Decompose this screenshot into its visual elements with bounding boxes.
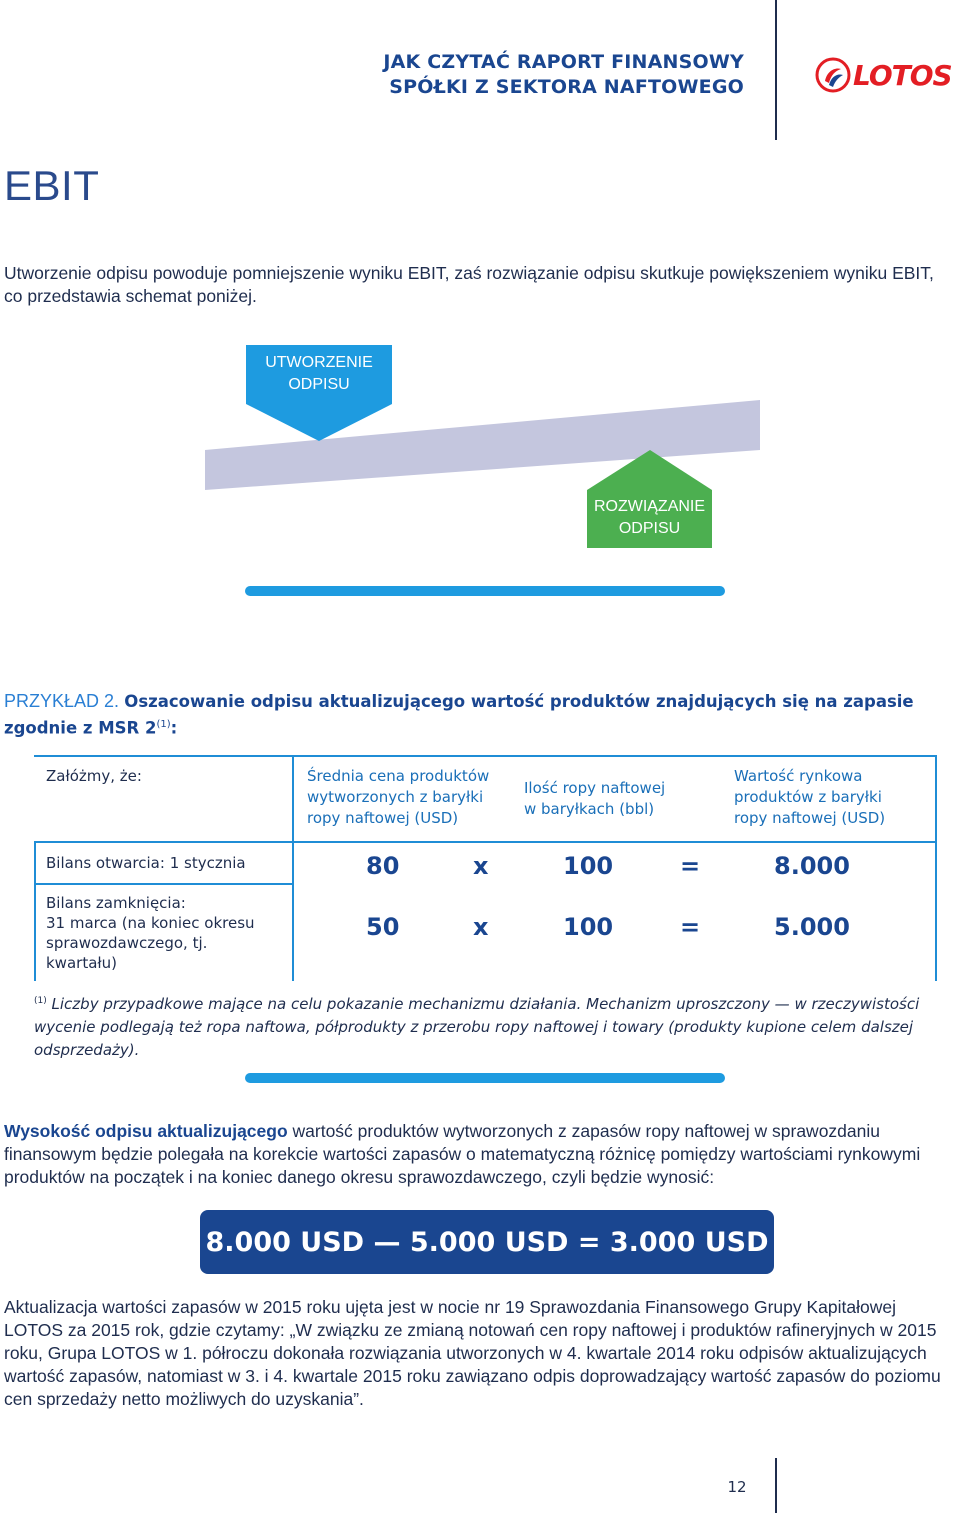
down-arrow-label bbox=[246, 352, 392, 396]
row-closing-line3: sprawozdawczego, tj. bbox=[46, 934, 208, 952]
example-sup: (1) bbox=[156, 719, 171, 730]
row-closing-label bbox=[46, 893, 255, 973]
row1-equals: = bbox=[680, 852, 701, 880]
table-col-price-header bbox=[307, 766, 489, 829]
example-text: Oszacowanie odpisu aktualizującego wartość produktów znajdujących się na zapasie zgodnie z MSR 2 bbox=[4, 692, 914, 738]
footnote-text: Liczby przypadkowe mające na celu pokazanie mechanizmu działania. Mechanizm uproszczony — w rzeczywistości wycenie podlegają też ropa naftowa, półprodukty z przerobu ropy naftowej i towary (produkty kupione celem dalszej odsprzedaży). bbox=[34, 995, 920, 1059]
down-arrow-label-line2: ODPISU bbox=[288, 376, 350, 393]
table-mid-rule bbox=[34, 841, 937, 843]
col-qty-line2: w baryłkach (bbl) bbox=[524, 800, 655, 818]
impairment-bold: Wysokość odpisu aktualizującego bbox=[4, 1121, 288, 1141]
header-title-line2: SPÓŁKI Z SEKTORA NAFTOWEGO bbox=[389, 76, 744, 98]
formula-box bbox=[200, 1210, 774, 1274]
col-price-line3: ropy naftowej (USD) bbox=[307, 809, 459, 827]
formula-text: 8.000 USD — 5.000 USD = 3.000 USD bbox=[205, 1226, 769, 1258]
page-title: EBIT bbox=[4, 162, 100, 209]
impairment-rest: wartość produktów wytworzonych z zapasów ropy naftowej w sprawozdaniu finansowym będzie polegała na korekcie wartości zapasów o matematyczną różnicę pomiędzy wartościami rynkowymi produktów na początek i na koniec danego okresu sprawozdawczego, czyli będzie wynosić: bbox=[4, 1121, 921, 1187]
footnote bbox=[34, 990, 934, 1062]
ebit-diagram bbox=[0, 340, 960, 610]
col-qty-line1: Ilość ropy naftowej bbox=[524, 779, 666, 797]
row1-qty: 100 bbox=[563, 852, 614, 880]
row2-qty: 100 bbox=[563, 913, 614, 941]
section-divider-rule bbox=[245, 1073, 725, 1083]
table-header-left-rule bbox=[292, 755, 294, 841]
down-arrow-label-line1: UTWORZENIE bbox=[265, 354, 373, 371]
footnote-marker: (1) bbox=[34, 996, 47, 1006]
table-row-rule bbox=[34, 883, 292, 885]
row2-equals: = bbox=[680, 913, 701, 941]
table-col-value-header bbox=[734, 766, 885, 829]
row2-times: x bbox=[473, 913, 489, 941]
row-opening-label: Bilans otwarcia: 1 stycznia bbox=[46, 854, 246, 872]
example-suffix: : bbox=[170, 718, 178, 738]
note-paragraph: Aktualizacja wartości zapasów w 2015 roku ujęta jest w nocie nr 19 Sprawozdania Finansowego Grupy Kapitałowej LOTOS za 2015 rok, gdzie czytamy: „W związku ze zmianą notowań cen ropy naftowej i produktów rafineryjnych w 2015 roku, Grupa LOTOS w 1. półroczu dokonała rozwiązania utworzonych w 4. kwartale 2014 roku odpisów aktualizujących wartość zapasów, natomiast w 3. i 4. kwartale 2015 roku zawiązano odpis doprowadzający wartość zapasów do poziomu cen sprzedaży netto możliwych do uzyskania”. bbox=[4, 1297, 941, 1409]
table-assume-label: Załóżmy, że: bbox=[46, 767, 142, 785]
impairment-paragraph bbox=[4, 1120, 959, 1189]
col-value-line1: Wartość rynkowa bbox=[734, 767, 863, 785]
diagram-base-rule bbox=[245, 586, 725, 596]
lotos-flame-icon bbox=[815, 57, 851, 93]
table-label-rule bbox=[292, 841, 294, 981]
up-arrow-label-line2: ODPISU bbox=[618, 520, 681, 537]
table-left-rule bbox=[34, 841, 36, 981]
row1-value: 8.000 bbox=[774, 852, 850, 880]
example-lead: PRZYKŁAD 2. bbox=[4, 691, 120, 711]
row2-value: 5.000 bbox=[774, 913, 850, 941]
col-price-line2: wytworzonych z baryłki bbox=[307, 788, 484, 806]
lotos-logo bbox=[815, 55, 955, 95]
up-arrow-label bbox=[587, 496, 712, 540]
page-number-divider bbox=[775, 1458, 777, 1513]
col-value-line2: produktów z baryłki bbox=[734, 788, 882, 806]
row1-price: 80 bbox=[366, 852, 400, 880]
header-divider bbox=[775, 0, 777, 140]
page-number: 12 bbox=[727, 1478, 747, 1496]
example-title bbox=[4, 690, 954, 740]
intro-paragraph: Utworzenie odpisu powoduje pomniejszenie wyniku EBIT, zaś rozwiązanie odpisu skutkuje powiększeniem wyniku EBIT, co przedstawia schemat poniżej. bbox=[4, 263, 934, 306]
row2-price: 50 bbox=[366, 913, 400, 941]
row1-times: x bbox=[473, 852, 489, 880]
row-closing-line1: Bilans zamknięcia: bbox=[46, 894, 186, 912]
col-price-line1: Średnia cena produktów bbox=[307, 767, 490, 785]
row-closing-line4: kwartału) bbox=[46, 954, 118, 972]
header-title-line1: JAK CZYTAĆ RAPORT FINANSOWY bbox=[383, 51, 744, 73]
up-arrow-label-line1: ROZWIĄZANIE bbox=[593, 498, 706, 515]
header-title bbox=[383, 50, 744, 100]
diagram-graphic bbox=[0, 340, 960, 610]
table-col-qty-header bbox=[524, 778, 665, 820]
table-right-rule bbox=[935, 841, 937, 981]
row-closing-line2: 31 marca (na koniec okresu bbox=[46, 914, 255, 932]
col-value-line3: ropy naftowej (USD) bbox=[734, 809, 886, 827]
logo-text: LOTOS bbox=[853, 58, 952, 92]
